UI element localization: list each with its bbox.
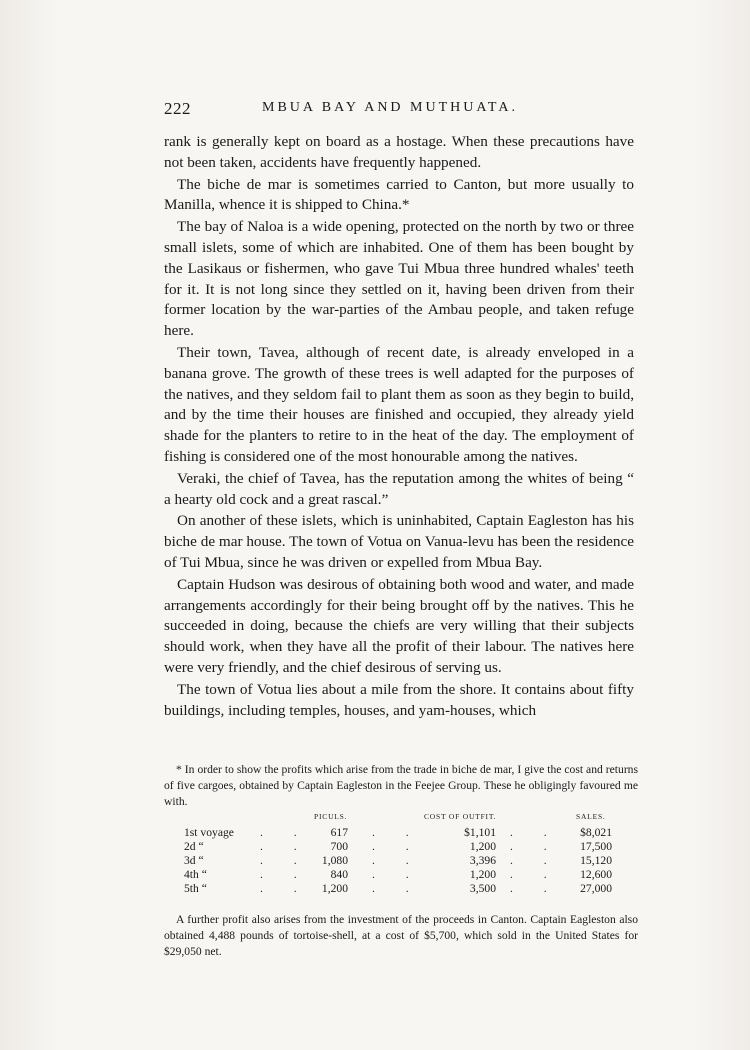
header-cost: COST OF OUTFIT. [424,812,497,821]
sales-cell: $8,021 [580,826,612,839]
footnote-closing: A further profit also arises from the investment of the proceeds in Canton. Captain Eagleston also obtained 4,488 pounds of tortoise-shell, at a cost of $5,700, which sold in the United States for $29,050 net. [164,913,638,958]
paragraph: Captain Hudson was desirous of obtaining both wood and water, and made arrangements accordingly for their being brought off by the natives. This he succeeded in doing, because the chiefs are very willing that their subjects should work, when they have all the profit of their labour. The natives here were very friendly, and the chief desirous of serving us. [164,575,634,676]
paragraph: rank is generally kept on board as a hostage. When these precautions have not been taken, accidents have frequently happened. [164,133,634,171]
leader-dots: . . [510,826,561,839]
leader-dots: . . [372,840,423,853]
paragraph: Veraki, the chief of Tavea, has the reputation among the whites of being “ a hearty old cock and a great rascal.” [164,469,634,508]
cost-cell: 3,500 [469,882,496,895]
voyage-cell: 4th “ [184,868,207,881]
table-row [164,882,638,896]
leader-dots: . . [510,854,561,867]
header-sales: SALES. [576,812,606,821]
leader-dots: . . [372,882,423,895]
voyage-cell: 3d “ [184,854,204,867]
cargo-table [164,812,638,896]
piculs-cell: 1,080 [321,854,348,867]
sales-cell: 17,500 [580,840,612,853]
leader-dots: . . [260,882,311,895]
leader-dots: . . [372,826,423,839]
table-row [164,840,638,854]
paragraph: On another of these islets, which is uninhabited, Captain Eagleston has his biche de mar house. The town of Votua on Vanua-levu has been the residence of Tui Mbua, since he was driven or expelled from Mbua Bay. [164,512,634,571]
footnote-intro: * In order to show the profits which arise from the trade in biche de mar, I give the cost and returns of five cargoes, obtained by Captain Eagleston in the Feejee Group. These he obligingly favoured me with. [164,763,638,808]
piculs-cell: 700 [330,840,348,853]
table-header [164,812,638,826]
leader-dots: . . [510,868,561,881]
cost-cell: 1,200 [469,868,496,881]
leader-dots: . . [260,826,311,839]
leader-dots: . . [260,868,311,881]
header-piculs: PICULS. [314,812,348,821]
sales-cell: 12,600 [580,868,612,881]
leader-dots: . . [372,868,423,881]
page-number: 222 [164,99,191,118]
piculs-cell: 1,200 [321,882,348,895]
voyage-cell: 5th “ [184,882,207,895]
paragraph: Their town, Tavea, although of recent date, is already enveloped in a banana grove. The growth of these trees is well adapted for the purposes of the natives, and they seldom fail to plant them as soon as they begin to build, and by the time their houses are finished and occupied, they already yield shade for the planters to retire to in the heat of the day. The employment of fishing is considered one of the most honourable among the natives. [164,343,634,465]
leader-dots: . . [260,854,311,867]
table-row [164,854,638,868]
cost-cell: 3,396 [469,854,496,867]
table-row [164,868,638,882]
footnote-closing-block [164,912,638,960]
running-title: MBUA BAY AND MUTHUATA. [262,100,518,115]
piculs-cell: 840 [330,868,348,881]
paragraph: The bay of Naloa is a wide opening, protected on the north by two or three small islets, some of which are inhabited. One of them has been bought by the Lasikaus or fishermen, who gave Tui Mbua three hundred whales' teeth for it. It is not long since they settled on it, having been driven from their former location by the war-parties of the Ambau people, and taken refuge here. [164,218,634,340]
cost-cell: 1,200 [469,840,496,853]
leader-dots: . . [510,840,561,853]
piculs-cell: 617 [330,826,348,839]
paragraph: The town of Votua lies about a mile from the shore. It contains about fifty buildings, including temples, houses, and yam-houses, which [164,680,634,719]
voyage-cell: 2d “ [184,840,204,853]
body-text [164,132,634,722]
sales-cell: 15,120 [580,854,612,867]
leader-dots: . . [260,840,311,853]
sales-cell: 27,000 [580,882,612,895]
leader-dots: . . [372,854,423,867]
cost-cell: $1,101 [464,826,496,839]
voyage-cell: 1st voyage [184,826,234,839]
page-header [164,99,634,121]
table-row [164,826,638,840]
leader-dots: . . [510,882,561,895]
paragraph: The biche de mar is sometimes carried to Canton, but more usually to Manilla, whence it is shipped to China.* [164,175,634,214]
footnote [164,762,638,810]
